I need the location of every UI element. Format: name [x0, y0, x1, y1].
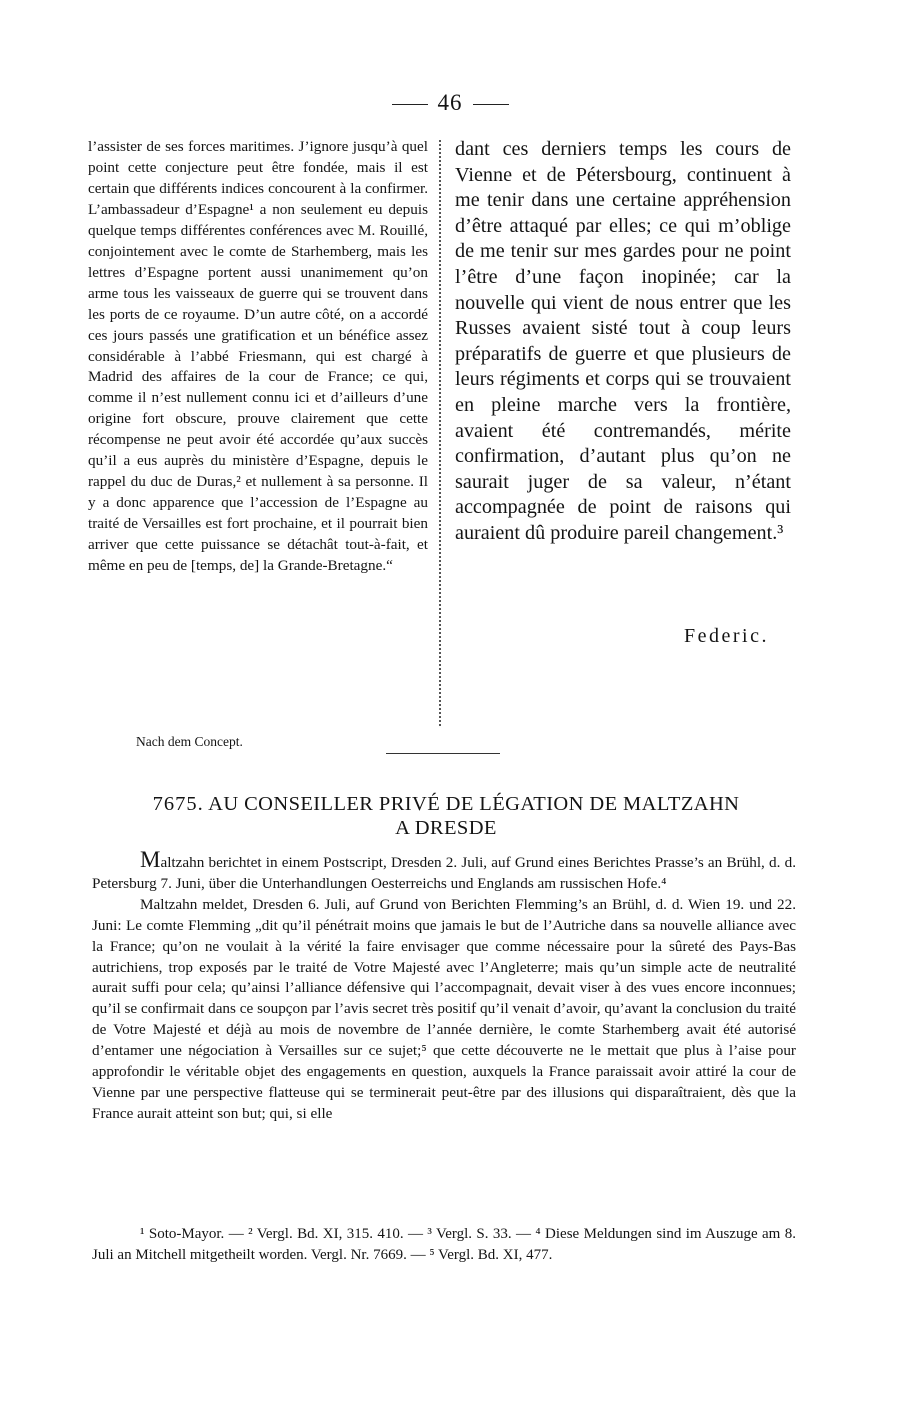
page-number	[0, 90, 900, 116]
right-column-text: dant ces derniers temps les cours de Vienne et de Pétersbourg, continuent à me tenir dans une certaine appréhension d’être attaqué par elles; ce qui m’oblige de me tenir sur mes gardes pour ne point l’être d’une façon inopinée; car la nouvelle qui vient de nous entrer que les Russes avaient sisté tout à coup leurs préparatifs de guerre et que plusieurs de leurs régiments et corps qui se trouvaient en pleine marche vers la frontière, avaient été contremandés, mérite confirmation, d’autant plus qu’on ne saurait juger de sa valeur, n’étant accompagnée de point de raisons qui auraient dû produire pareil changement.³	[455, 138, 791, 544]
letter-left-column	[88, 137, 428, 577]
summary-paragraph-2: Maltzahn meldet, Dresden 6. Juli, auf Grund von Berichten Flemming’s an Brühl, d. d. Wien 19. und 22. Juni: Le comte Flemming „dit qu’il pénétrait moins que jamais le but de l’Autriche dans sa nouvelle alliance avec la France; qu’on ne voulait à la vérité la faire envisager que comme nécessaire pour la sûreté des Pays-Bas autrichiens, trop exposés par le traité de Votre Majesté avec l’Angleterre; mais qu’un simple acte de neutralité aurait suffi pour cela; qu’ainsi l’alliance défensive qui l’accompagnait, devait viser à des vues encore inconnues; qu’il se confirmait dans ce soupçon par l’avis secret très positif qu’il venait d’avoir, qu’avant la conclusion du traité de Votre Majesté et déjà au mois de novembre de l’année dernière, le comte Starhemberg avait été autorisé d’entamer une négociation à Versailles sur ce sujet;⁵ que cette découverte ne le mettait que plus à l’aise pour approfondir le véritable objet des engagements en question, auxquels la France paraissait avoir attiré la cour de Vienne par une perspective flatteuse qui se terminerait peut-être par des illusions qui disparaîtraient, dès que la France aurait atteint son but; qui, si elle	[92, 895, 796, 1122]
document-title-line1: AU CONSEILLER PRIVÉ DE LÉGATION DE MALTZAHN	[208, 793, 740, 815]
source-note: Nach dem Concept.	[136, 734, 243, 749]
section-separator	[386, 753, 500, 754]
signature: Federic.	[684, 625, 769, 647]
page-number-dash-left	[392, 104, 428, 105]
document-heading	[88, 792, 804, 840]
page-number-dash-right	[473, 104, 509, 105]
footnotes	[92, 1224, 796, 1266]
column-divider	[439, 140, 441, 726]
document-number: 7675.	[152, 793, 204, 815]
summary-paragraph-1-text: altzahn berichtet in einem Postscript, Dresden 2. Juli, auf Grund eines Berichtes Prasse’s an Brühl, d. d. Petersburg 7. Juni, über die Unterhandlungen Oesterreichs und Englands am russischen Hofe.⁴	[92, 854, 796, 892]
document-summary	[92, 848, 796, 1125]
document-title-line2: A DRESDE	[395, 817, 497, 839]
summary-paragraph-1	[92, 848, 796, 895]
footnotes-text: ¹ Soto-Mayor. — ² Vergl. Bd. XI, 315. 410. — ³ Vergl. S. 33. — ⁴ Diese Meldungen sind im Auszuge am 8. Juli an Mitchell mitgetheilt worden. Vergl. Nr. 7669. — ⁵ Vergl. Bd. XI, 477.	[92, 1226, 796, 1264]
document-heading-line1	[88, 792, 804, 816]
letter-right-column	[455, 137, 791, 547]
page-number-text: 46	[437, 90, 463, 115]
left-column-text: l’assister de ses forces maritimes. J’ignore jusqu’à quel point cette conjecture peut être fondée, mais il est certain que différents indices concourent à la confirmer. L’ambassadeur d’Espagne¹ a non seulement eu depuis quelque temps différentes conférences avec M. Rouillé, conjointement avec le comte de Starhemberg, mais les lettres d’Espagne portent aussi unanimement qu’on arme tous les vaisseaux de guerre qui se trouvent dans les ports de ce royaume. D’un autre côté, on a accordé ces jours passés une gratification et un bénéfice assez considérable à l’abbé Friesmann, qui est chargé à Madrid des affaires de la cour de France; ce qui, comme il n’est nullement connu ici et d’ailleurs d’une origine fort obscure, prouve clairement que cette récompense ne peut avoir été accordée qu’aux succès qu’il a eus auprès du ministère d’Espagne, depuis le rappel du duc de Duras,² et nullement à sa personne. Il y a donc apparence que l’accession de l’Espagne au traité de Versailles est fort prochaine, et il pourrait bien arriver que cette puissance se détachât tout-à-fait, et même en peu de [temps, de] la Grande-Bretagne.“	[88, 138, 428, 575]
summary-initial: M	[140, 847, 161, 872]
